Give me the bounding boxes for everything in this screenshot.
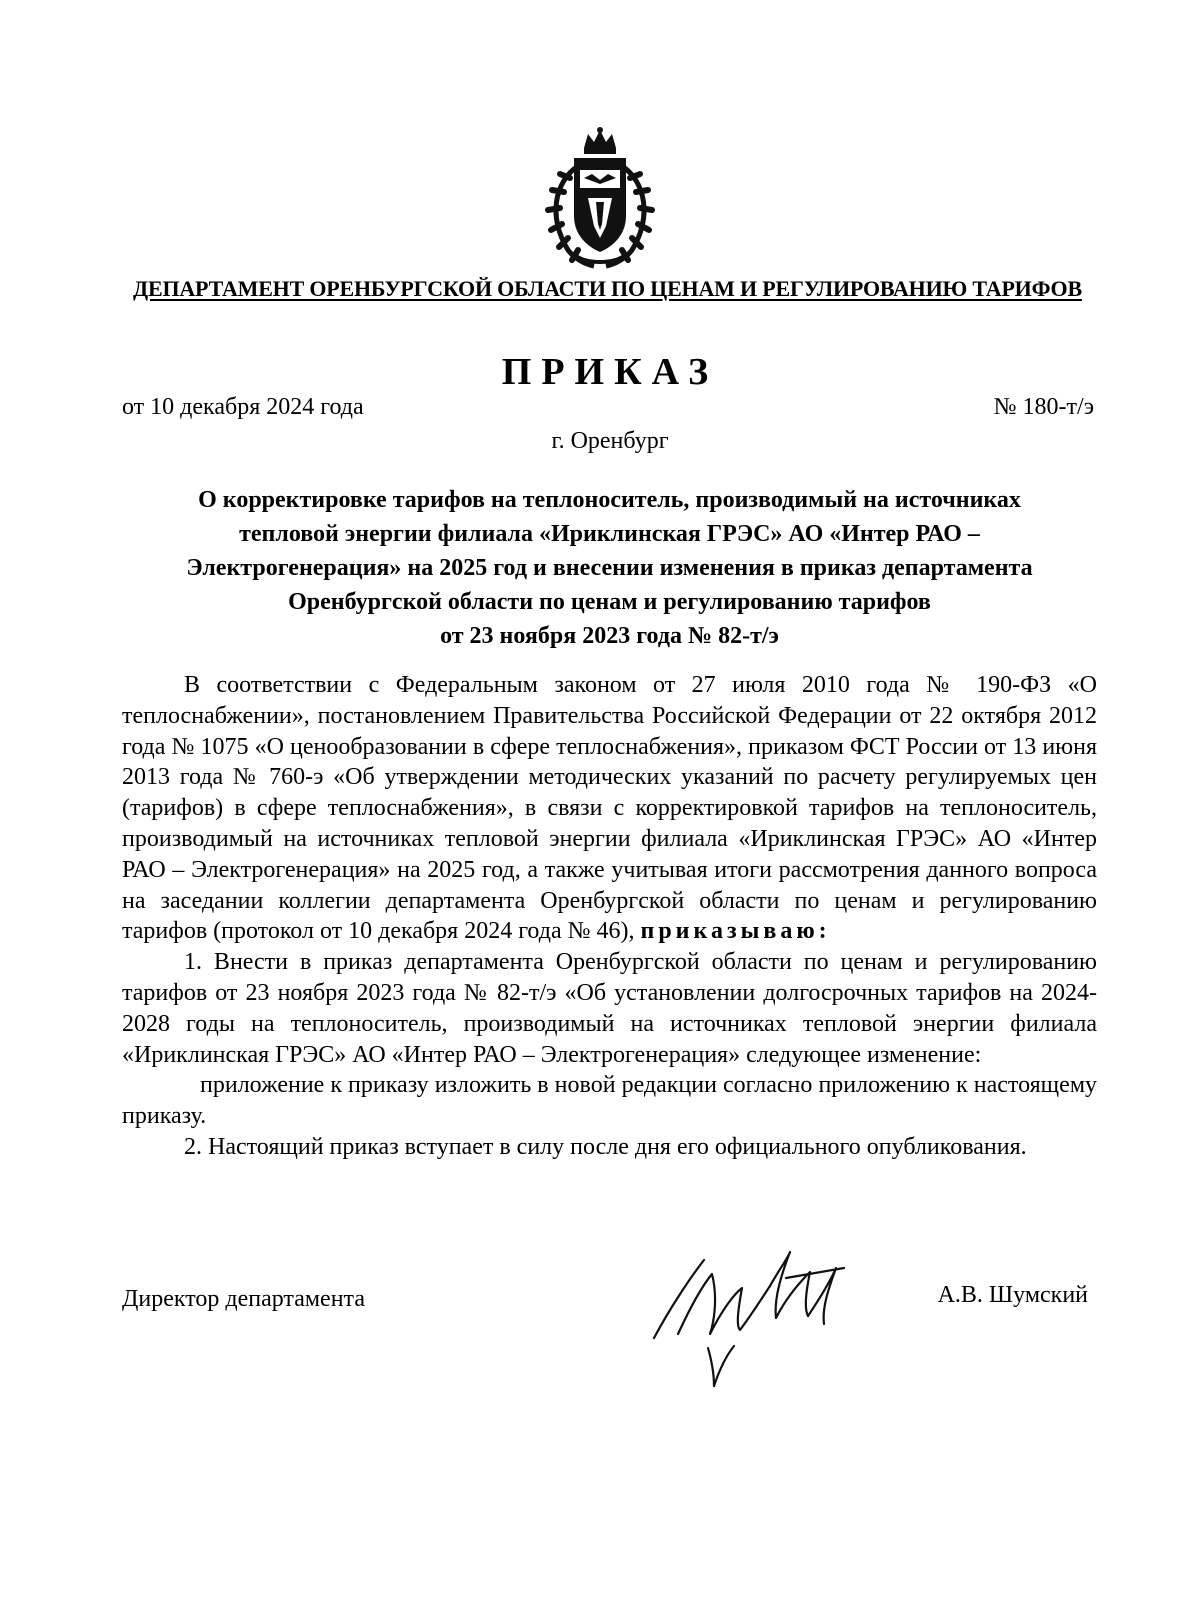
order-body (122, 670, 1097, 1163)
preamble-text: В соответствии с Федеральным законом от 27 июля 2010 года № 190-ФЗ «О теплоснабжении», постановлением Правительства Российской Федерации от 22 октября 2012 года № 1075 «О ценообразовании в сфере теплоснабжения», приказом ФСТ России от 13 июня 2013 года № 760-э «Об утверждении методических указаний по расчету регулируемых цен (тарифов) в сфере теплоснабжения», в связи с корректировкой тарифов на теплоноситель, производимый на источниках тепловой энергии филиала «Ириклинская ГРЭС» АО «Интер РАО – Электрогенерация» на 2025 год, а также учитывая итоги рассмотрения данного вопроса на заседании коллегии департамента Оренбургской области по ценам и регулированию тарифов (протокол от 10 декабря 2024 года № 46), (122, 672, 1097, 945)
subject-line: О корректировке тарифов на теплоноситель, производимый на источниках (198, 487, 1021, 513)
signer-position: Директор департамента (122, 1286, 365, 1312)
preamble-paragraph (122, 670, 1097, 947)
order-date: от 10 декабря 2024 года (122, 394, 364, 420)
order-subject (122, 483, 1097, 653)
order-item-1-sub: приложение к приказу изложить в новой редакции согласно приложению к настоящему приказу. (122, 1072, 1097, 1130)
signer-name: А.В. Шумский (937, 1282, 1088, 1308)
department-name: ДЕПАРТАМЕНТ ОРЕНБУРГСКОЙ ОБЛАСТИ ПО ЦЕНАМ И РЕГУЛИРОВАНИЮ ТАРИФОВ (133, 276, 1082, 301)
order-number: № 180-т/э (993, 394, 1094, 420)
order-city: г. Оренбург (551, 428, 669, 454)
order-word: приказываю: (640, 918, 831, 945)
order-item-2: 2. Настоящий приказ вступает в силу после дня его официального опубликования. (184, 1133, 1027, 1160)
subject-line: Оренбургской области по ценам и регулированию тарифов (288, 589, 931, 615)
coat-of-arms-emblem (540, 126, 660, 270)
document-type-title: ПРИКАЗ (501, 351, 719, 393)
subject-line: от 23 ноября 2023 года № 82-т/э (440, 623, 779, 649)
handwritten-signature (630, 1238, 860, 1388)
order-item-1: 1. Внести в приказ департамента Оренбургской области по ценам и регулированию тарифов от 23 ноября 2023 года № 82-т/э «Об установлении долгосрочных тарифов на 2024-2028 годы на теплоноситель, производимый на источниках тепловой энергии филиала «Ириклинская ГРЭС» АО «Интер РАО – Электрогенерация» следующее изменение: (122, 949, 1097, 1068)
subject-line: Электрогенерация» на 2025 год и внесении изменения в приказ департамента (186, 555, 1033, 581)
subject-line: тепловой энергии филиала «Ириклинская ГРЭС» АО «Интер РАО – (239, 521, 980, 547)
